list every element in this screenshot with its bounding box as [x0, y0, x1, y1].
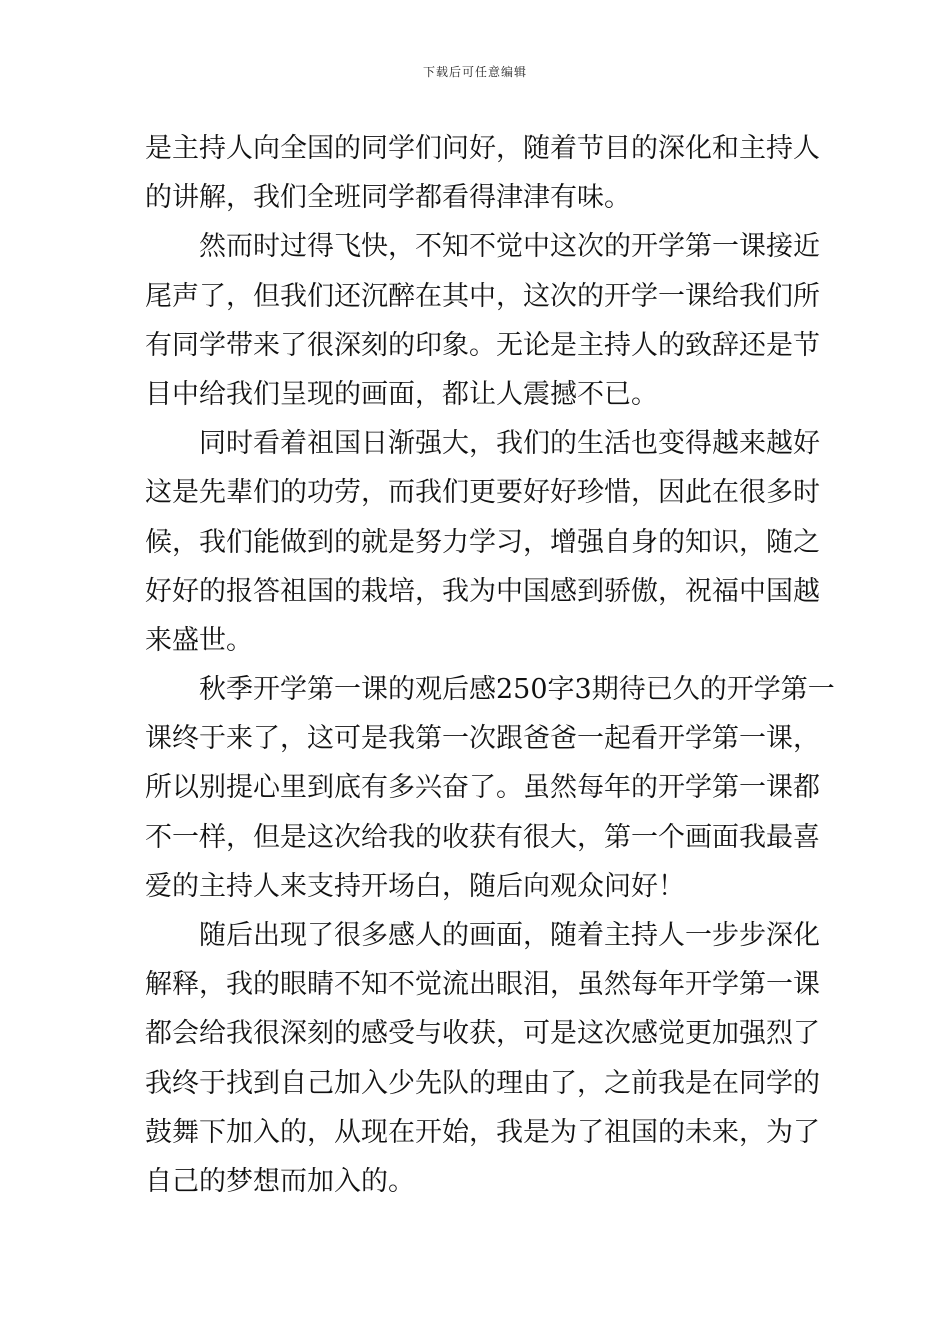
- text-line: 课终于来了，这可是我第一次跟爸爸一起看开学第一课，: [145, 723, 820, 755]
- page-header: 下载后可任意编辑: [422, 65, 527, 79]
- text-line: 的讲解，我们全班同学都看得津津有味。: [145, 182, 631, 214]
- text-line: 我终于找到自己加入少先队的理由了，之前我是在同学的: [145, 1067, 820, 1099]
- text-line: 这是先辈们的功劳，而我们更要好好珍惜，因此在很多时: [145, 477, 820, 509]
- text-line: 爱的主持人来支持开场白，随后向观众问好！: [145, 870, 685, 902]
- text-line: 所以别提心里到底有多兴奋了。虽然每年的开学第一课都: [145, 772, 820, 804]
- text-line: 都会给我很深刻的感受与收获，可是这次感觉更加强烈了: [145, 1018, 820, 1050]
- text-line: 秋季开学第一课的观后感250字3期待已久的开学第一: [199, 674, 835, 706]
- text-line: 有同学带来了很深刻的印象。无论是主持人的致辞还是节: [145, 329, 820, 361]
- text-line: 解释，我的眼睛不知不觉流出眼泪，虽然每年开学第一课: [145, 969, 820, 1001]
- text-line: 然而时过得飞快，不知不觉中这次的开学第一课接近: [199, 231, 820, 263]
- body-text: [145, 124, 835, 1206]
- text-line: 不一样，但是这次给我的收获有很大，第一个画面我最喜: [145, 821, 820, 853]
- text-line: 是主持人向全国的同学们问好，随着节目的深化和主持人: [145, 133, 820, 164]
- text-line: 随后出现了很多感人的画面，随着主持人一步步深化: [199, 920, 820, 951]
- text-line: 目中给我们呈现的画面，都让人震撼不已。: [145, 378, 658, 410]
- text-line: 鼓舞下加入的，从现在开始，我是为了祖国的未来，为了: [145, 1116, 820, 1148]
- text-line: 候，我们能做到的就是努力学习，增强自身的知识，随之: [145, 526, 820, 558]
- text-line: 自己的梦想而加入的。: [145, 1165, 415, 1197]
- text-line: 来盛世。: [145, 624, 253, 656]
- text-line: 同时看着祖国日渐强大，我们的生活也变得越来越好: [199, 428, 820, 460]
- text-line: 尾声了，但我们还沉醉在其中，这次的开学一课给我们所: [145, 280, 820, 312]
- text-line: 好好的报答祖国的栽培，我为中国感到骄傲，祝福中国越: [145, 575, 820, 607]
